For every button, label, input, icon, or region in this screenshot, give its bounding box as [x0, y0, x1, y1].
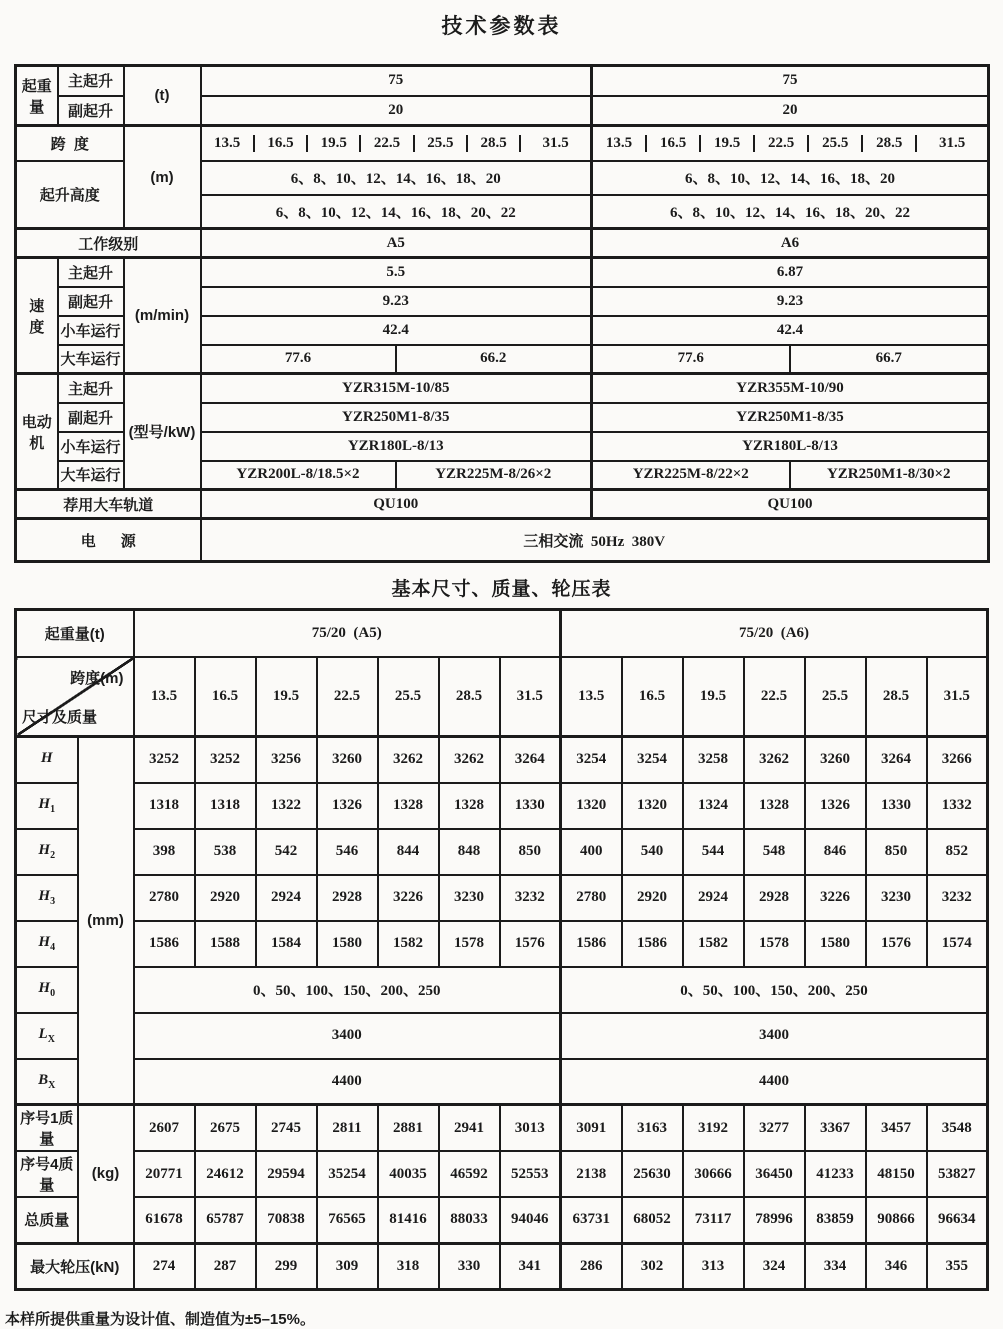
- main-hoist-label: 主起升: [58, 258, 124, 287]
- value-cell: 25.5: [805, 657, 866, 737]
- work-duty-label: 工作级别: [16, 229, 201, 258]
- value-cell: 846: [805, 829, 866, 875]
- value-cell: 1328: [378, 783, 439, 829]
- value-cell: 96634: [927, 1197, 988, 1243]
- row-H4: [16, 921, 988, 967]
- motor-crane-a6-1: YZR225M-8/22×2: [592, 461, 790, 490]
- value-cell: 1582: [683, 921, 744, 967]
- value-cell: 3548: [927, 1105, 988, 1152]
- value-cell: 28.5: [439, 657, 500, 737]
- value-cell: 2745: [256, 1105, 317, 1152]
- trolley-travel-label: 小车运行: [58, 432, 124, 461]
- value-cell: 330: [439, 1243, 500, 1289]
- value-cell: 1588: [195, 921, 256, 967]
- diag-dimension-label: 尺寸及质量: [22, 709, 98, 726]
- value-cell: 1320: [622, 783, 683, 829]
- span-value: 16.5: [645, 135, 699, 152]
- value-cell: 76565: [317, 1197, 378, 1243]
- value-cell: 52553: [500, 1151, 561, 1197]
- value-cell: 68052: [622, 1197, 683, 1243]
- value-cell: 3254: [622, 737, 683, 783]
- main-hoist-label: 主起升: [58, 66, 124, 96]
- value-cell: 22.5: [317, 657, 378, 737]
- value-cell: 28.5: [866, 657, 927, 737]
- mass-item1-label: 序号1质量: [16, 1105, 78, 1152]
- motor-main-a5: YZR315M-10/85: [201, 374, 592, 403]
- row-H: [16, 737, 988, 783]
- value-cell: 2881: [378, 1105, 439, 1152]
- motor-main-a6: YZR355M-10/90: [592, 374, 989, 403]
- value-cell: 3252: [195, 737, 256, 783]
- value-cell: 70838: [256, 1197, 317, 1243]
- value-cell: 355: [927, 1243, 988, 1289]
- Bx-label: $B_X$: [16, 1059, 78, 1105]
- table2-title: 基本尺寸、质量、轮压表: [391, 579, 612, 600]
- H0-value-a5: 0、50、100、150、200、250: [134, 967, 561, 1013]
- row-rail: [16, 490, 989, 519]
- motor-crane-a5-1: YZR200L-8/18.5×2: [201, 461, 396, 490]
- value-cell: 3226: [378, 875, 439, 921]
- Lx-label: $L_X$: [16, 1013, 78, 1059]
- value-cell: 2675: [195, 1105, 256, 1152]
- H1-label: $H_1$: [16, 783, 78, 829]
- value-cell: 309: [317, 1243, 378, 1289]
- value-cell: 313: [683, 1243, 744, 1289]
- technical-parameters-table: [14, 64, 990, 563]
- value-cell: 2928: [317, 875, 378, 921]
- value-cell: 544: [683, 829, 744, 875]
- value-cell: 1580: [317, 921, 378, 967]
- value-cell: 400: [561, 829, 622, 875]
- H0-label: $H_0$: [16, 967, 78, 1013]
- row-main-capacity: [16, 66, 989, 96]
- row-Lx: [16, 1013, 988, 1059]
- value-cell: 16.5: [622, 657, 683, 737]
- span-value: 28.5: [466, 135, 519, 152]
- value-cell: 542: [256, 829, 317, 875]
- value-cell: 852: [927, 829, 988, 875]
- value-cell: 548: [744, 829, 805, 875]
- value-cell: 94046: [500, 1197, 561, 1243]
- H0-value-a6: 0、50、100、150、200、250: [561, 967, 988, 1013]
- value-cell: 2924: [683, 875, 744, 921]
- value-cell: 3260: [317, 737, 378, 783]
- speed-crane-a6-1: 77.6: [592, 345, 790, 374]
- row-work-duty: [16, 229, 989, 258]
- value-cell: 3232: [927, 875, 988, 921]
- value-cell: 1322: [256, 783, 317, 829]
- value-cell: 2138: [561, 1151, 622, 1197]
- value-cell: 24612: [195, 1151, 256, 1197]
- value-cell: 2920: [622, 875, 683, 921]
- unit-m-label: (m): [124, 126, 201, 229]
- value-cell: 287: [195, 1243, 256, 1289]
- value-cell: 2780: [134, 875, 195, 921]
- speed-crane-a6-2: 66.7: [790, 345, 989, 374]
- mass-item4-label: 序号4质量: [16, 1151, 78, 1197]
- value-cell: 83859: [805, 1197, 866, 1243]
- unit-t-label: (t): [124, 66, 201, 126]
- value-cell: 546: [317, 829, 378, 875]
- speed-trolley-a6: 42.4: [592, 316, 989, 345]
- Lx-value-a5: 3400: [134, 1013, 561, 1059]
- row-motor-main: [16, 374, 989, 403]
- crane-travel-label: 大车运行: [58, 461, 124, 490]
- speed-main-a6: 6.87: [592, 258, 989, 287]
- row-Bx: [16, 1059, 988, 1105]
- speed-aux-a6: 9.23: [592, 287, 989, 316]
- row-power: [16, 519, 989, 562]
- value-cell: 540: [622, 829, 683, 875]
- value-cell: 3252: [134, 737, 195, 783]
- value-cell: 3367: [805, 1105, 866, 1152]
- value-cell: 1584: [256, 921, 317, 967]
- motor-trolley-a5: YZR180L-8/13: [201, 432, 592, 461]
- power-value: 三相交流 50Hz 380V: [201, 519, 989, 562]
- span-label: 跨 度: [16, 126, 124, 161]
- value-cell: 3091: [561, 1105, 622, 1152]
- capacity-header-label: 起重量(t): [16, 610, 134, 657]
- value-cell: 78996: [744, 1197, 805, 1243]
- rail-a5: QU100: [201, 490, 592, 519]
- row-span-header: [16, 657, 988, 737]
- capacity-a5: 75/20 (A5): [134, 610, 561, 657]
- value-cell: 274: [134, 1243, 195, 1289]
- main-capacity-a6: 75: [592, 66, 989, 96]
- lifting-capacity-label: 起重量: [16, 66, 58, 126]
- speed-label: 速 度: [16, 258, 58, 374]
- motor-crane-a6-2: YZR250M1-8/30×2: [790, 461, 989, 490]
- value-cell: 1578: [439, 921, 500, 967]
- value-cell: 1326: [805, 783, 866, 829]
- value-cell: 90866: [866, 1197, 927, 1243]
- value-cell: 1586: [622, 921, 683, 967]
- value-cell: 2780: [561, 875, 622, 921]
- unit-model-label: (型号/kW): [124, 374, 201, 490]
- span-value: 13.5: [214, 134, 241, 151]
- span-value: 19.5: [306, 135, 359, 152]
- value-cell: 286: [561, 1243, 622, 1289]
- value-cell: 1330: [500, 783, 561, 829]
- value-cell: 19.5: [256, 657, 317, 737]
- value-cell: 1332: [927, 783, 988, 829]
- value-cell: 3457: [866, 1105, 927, 1152]
- aux-hoist-label: 副起升: [58, 287, 124, 316]
- Bx-value-a6: 4400: [561, 1059, 988, 1105]
- value-cell: 2924: [256, 875, 317, 921]
- value-cell: 302: [622, 1243, 683, 1289]
- value-cell: 73117: [683, 1197, 744, 1243]
- value-cell: 324: [744, 1243, 805, 1289]
- value-cell: 41233: [805, 1151, 866, 1197]
- Lx-value-a6: 3400: [561, 1013, 988, 1059]
- work-duty-a5: A5: [201, 229, 592, 258]
- row-total-mass: [16, 1197, 988, 1243]
- motor-aux-a5: YZR250M1-8/35: [201, 403, 592, 432]
- aux-hoist-label: 副起升: [58, 403, 124, 432]
- span-value: 13.5: [605, 134, 633, 151]
- value-cell: 848: [439, 829, 500, 875]
- value-cell: 3260: [805, 737, 866, 783]
- span-values-a5: [201, 126, 592, 161]
- span-value: 25.5: [413, 135, 466, 152]
- value-cell: 3232: [500, 875, 561, 921]
- value-cell: 318: [378, 1243, 439, 1289]
- value-cell: 299: [256, 1243, 317, 1289]
- unit-mm-label: (mm): [78, 737, 134, 1105]
- speed-trolley-a5: 42.4: [201, 316, 592, 345]
- value-cell: 1330: [866, 783, 927, 829]
- aux-hoist-label: 副起升: [58, 96, 124, 126]
- value-cell: 3013: [500, 1105, 561, 1152]
- table1-title: 技术参数表: [441, 15, 562, 38]
- value-cell: 1578: [744, 921, 805, 967]
- lifting-height1-a6: 6、8、10、12、14、16、18、20: [592, 161, 989, 195]
- value-cell: 1318: [195, 783, 256, 829]
- value-cell: 1318: [134, 783, 195, 829]
- H3-label: $H_3$: [16, 875, 78, 921]
- rail-label: 荐用大车轨道: [16, 490, 201, 519]
- crane-travel-label: 大车运行: [58, 345, 124, 374]
- value-cell: 1586: [561, 921, 622, 967]
- speed-crane-a5-2: 66.2: [396, 345, 592, 374]
- speed-aux-a5: 9.23: [201, 287, 592, 316]
- value-cell: 40035: [378, 1151, 439, 1197]
- row-mass-item4: [16, 1151, 988, 1197]
- value-cell: 31.5: [500, 657, 561, 737]
- value-cell: 48150: [866, 1151, 927, 1197]
- Bx-value-a5: 4400: [134, 1059, 561, 1105]
- value-cell: 3230: [439, 875, 500, 921]
- span-value: 22.5: [753, 135, 807, 152]
- value-cell: 30666: [683, 1151, 744, 1197]
- value-cell: 3277: [744, 1105, 805, 1152]
- span-values-a6: [592, 126, 989, 161]
- value-cell: 2920: [195, 875, 256, 921]
- row-speed-main: [16, 258, 989, 287]
- span-value: 31.5: [519, 135, 590, 152]
- value-cell: 31.5: [927, 657, 988, 737]
- value-cell: 1580: [805, 921, 866, 967]
- unit-mmin-label: (m/min): [124, 258, 201, 374]
- span-row-a5: [202, 135, 591, 152]
- trolley-travel-label: 小车运行: [58, 316, 124, 345]
- motor-crane-a5-2: YZR225M-8/26×2: [396, 461, 592, 490]
- value-cell: 1576: [866, 921, 927, 967]
- value-cell: 19.5: [683, 657, 744, 737]
- value-cell: 3230: [866, 875, 927, 921]
- value-cell: 1576: [500, 921, 561, 967]
- row-H2: [16, 829, 988, 875]
- value-cell: 1328: [439, 783, 500, 829]
- lifting-height2-a5: 6、8、10、12、14、16、18、20、22: [201, 195, 592, 229]
- value-cell: 2607: [134, 1105, 195, 1152]
- value-cell: 850: [500, 829, 561, 875]
- span-value: 16.5: [253, 135, 306, 152]
- value-cell: 16.5: [195, 657, 256, 737]
- value-cell: 844: [378, 829, 439, 875]
- lifting-height1-a5: 6、8、10、12、14、16、18、20: [201, 161, 592, 195]
- value-cell: 3264: [500, 737, 561, 783]
- diag-span-label: 跨度(m): [70, 669, 124, 687]
- value-cell: 3266: [927, 737, 988, 783]
- value-cell: 3192: [683, 1105, 744, 1152]
- value-cell: 1582: [378, 921, 439, 967]
- span-value: 25.5: [807, 135, 861, 152]
- value-cell: 29594: [256, 1151, 317, 1197]
- rail-a6: QU100: [592, 490, 989, 519]
- value-cell: 1324: [683, 783, 744, 829]
- main-capacity-a5: 75: [201, 66, 592, 96]
- speed-crane-a5-1: 77.6: [201, 345, 396, 374]
- max-wheel-load-label: 最大轮压(kN): [16, 1243, 134, 1289]
- value-cell: 3254: [561, 737, 622, 783]
- value-cell: 81416: [378, 1197, 439, 1243]
- value-cell: 65787: [195, 1197, 256, 1243]
- lifting-height2-a6: 6、8、10、12、14、16、18、20、22: [592, 195, 989, 229]
- H4-label: $H_4$: [16, 921, 78, 967]
- value-cell: 1574: [927, 921, 988, 967]
- value-cell: 334: [805, 1243, 866, 1289]
- value-cell: 13.5: [561, 657, 622, 737]
- H2-label: $H_2$: [16, 829, 78, 875]
- lifting-height-label: 起升高度: [16, 161, 124, 229]
- value-cell: 53827: [927, 1151, 988, 1197]
- unit-kg-label: (kg): [78, 1105, 134, 1244]
- value-cell: 63731: [561, 1197, 622, 1243]
- value-cell: 3256: [256, 737, 317, 783]
- value-cell: 3264: [866, 737, 927, 783]
- value-cell: 3163: [622, 1105, 683, 1152]
- value-cell: 25.5: [378, 657, 439, 737]
- span-value: 28.5: [861, 135, 915, 152]
- row-H3: [16, 875, 988, 921]
- value-cell: 3262: [439, 737, 500, 783]
- row-capacity-header: [16, 610, 988, 657]
- value-cell: 398: [134, 829, 195, 875]
- span-value: 19.5: [699, 135, 753, 152]
- value-cell: 22.5: [744, 657, 805, 737]
- value-cell: 46592: [439, 1151, 500, 1197]
- capacity-a6: 75/20 (A6): [561, 610, 988, 657]
- value-cell: 346: [866, 1243, 927, 1289]
- value-cell: 3262: [744, 737, 805, 783]
- value-cell: 1328: [744, 783, 805, 829]
- value-cell: 36450: [744, 1151, 805, 1197]
- value-cell: 3226: [805, 875, 866, 921]
- aux-capacity-a5: 20: [201, 96, 592, 126]
- value-cell: 2811: [317, 1105, 378, 1152]
- span-value: 31.5: [915, 135, 987, 152]
- motor-trolley-a6: YZR180L-8/13: [592, 432, 989, 461]
- motor-aux-a6: YZR250M1-8/35: [592, 403, 989, 432]
- value-cell: 13.5: [134, 657, 195, 737]
- speed-main-a5: 5.5: [201, 258, 592, 287]
- footnote: 本样所提供重量为设计值、制造值为±5–15%。: [5, 1310, 315, 1328]
- motor-label: 电动机: [16, 374, 58, 490]
- value-cell: 2941: [439, 1105, 500, 1152]
- H-label: H: [16, 737, 78, 783]
- row-H1: [16, 783, 988, 829]
- span-value: 22.5: [359, 135, 412, 152]
- row-H0: [16, 967, 988, 1013]
- value-cell: 1326: [317, 783, 378, 829]
- value-cell: 35254: [317, 1151, 378, 1197]
- value-cell: 850: [866, 829, 927, 875]
- diagonal-header-cell: [16, 657, 134, 737]
- value-cell: 25630: [622, 1151, 683, 1197]
- row-mass-item1: [16, 1105, 988, 1152]
- value-cell: 1320: [561, 783, 622, 829]
- value-cell: 2928: [744, 875, 805, 921]
- main-hoist-label: 主起升: [58, 374, 124, 403]
- value-cell: 61678: [134, 1197, 195, 1243]
- row-max-wheel-load: [16, 1243, 988, 1289]
- value-cell: 341: [500, 1243, 561, 1289]
- value-cell: 3258: [683, 737, 744, 783]
- row-span: [16, 126, 989, 161]
- value-cell: 538: [195, 829, 256, 875]
- value-cell: 20771: [134, 1151, 195, 1197]
- aux-capacity-a6: 20: [592, 96, 989, 126]
- work-duty-a6: A6: [592, 229, 989, 258]
- value-cell: 88033: [439, 1197, 500, 1243]
- span-row-a6: [593, 135, 987, 152]
- power-label: 电 源: [16, 519, 201, 562]
- dimensions-mass-wheel-table: [14, 608, 989, 1291]
- value-cell: 3262: [378, 737, 439, 783]
- value-cell: 1586: [134, 921, 195, 967]
- total-mass-label: 总质量: [16, 1197, 78, 1243]
